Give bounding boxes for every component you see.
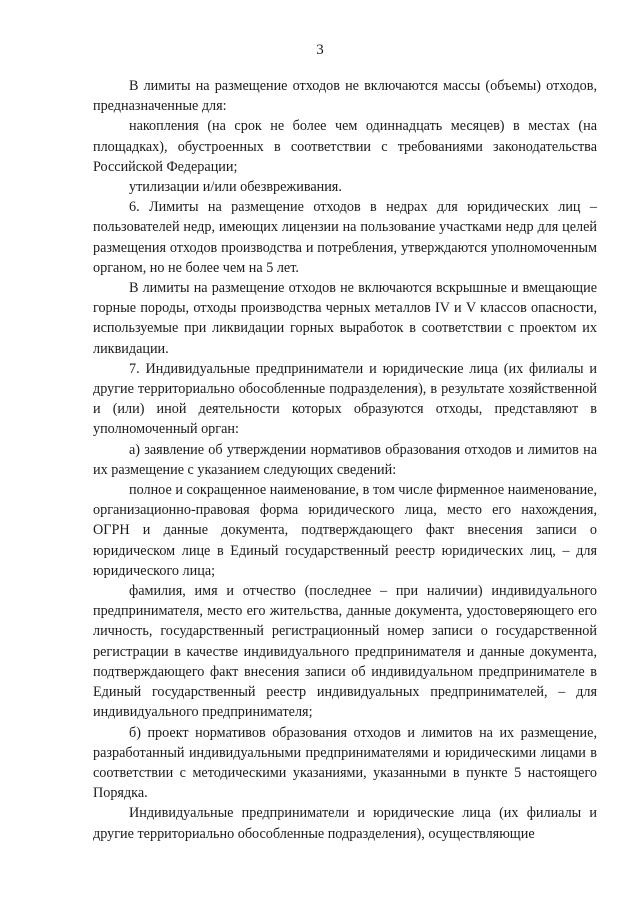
paragraph-legal-entity-details: полное и сокращенное наименование, в том числе фирменное наименование, организационно-правовая форма юридического лица, место его нахождения, ОГРН и данные документа, подтверждающего факт внесения записи о юридическом лице в Единый государственный реестр юридических лиц, – для юридического лица; — [93, 482, 597, 579]
paragraph-subitem-a: а) заявление об утверждении нормативов образования отходов и лимитов на их размещение с указанием следующих сведений: — [93, 441, 597, 478]
paragraph-entrepreneur-details: фамилия, имя и отчество (последнее – при наличии) индивидуального предпринимателя, место его жительства, данные документа, удостоверяющего его личность, государственный регистрационный номер записи о государственной регистрации в качестве индивидуального предпринимателя и данные документа, подтверждающего факт внесения записи об индивидуальном предпринимателе в Единый государственный реестр индивидуальных предпринимателей, – для индивидуального предпринимателя; — [93, 583, 597, 721]
document-body — [93, 76, 597, 844]
paragraph-continuation: Индивидуальные предприниматели и юридические лица (их филиалы и другие территориально обособленные подразделения), осуществляющие — [93, 805, 597, 842]
paragraph-item-7: 7. Индивидуальные предприниматели и юридические лица (их филиалы и другие территориально обособленные подразделения), в результате хозяйственной и (или) иной деятельности которых образуются отходы, представляют в уполномоченный орган: — [93, 360, 597, 438]
paragraph-utilization: утилизации и/или обезвреживания. — [129, 179, 342, 196]
paragraph-subitem-b: б) проект нормативов образования отходов и лимитов на их размещение, разработанный индивидуальными предпринимателями и юридическими лицами в соответствии с методическими указаниями, указанными в пункте 5 настоящего Порядка. — [93, 724, 597, 802]
paragraph-limits-exclusions-intro: В лимиты на размещение отходов не включаются массы (объемы) отходов, предназначенные для: — [93, 78, 597, 115]
paragraph-accumulation: накопления (на срок не более чем одиннадцать месяцев) в местах (на площадках), обустроенных в соответствии с требованиями законодательства Российской Федерации; — [93, 118, 597, 175]
page-number: 3 — [316, 42, 324, 58]
paragraph-overburden-exclusion: В лимиты на размещение отходов не включаются вскрышные и вмещающие горные породы, отходы производства черных металлов IV и V классов опасности, используемые при ликвидации горных выработок в соответствии с проектом их ликвидации. — [93, 280, 597, 357]
paragraph-item-6: 6. Лимиты на размещение отходов в недрах для юридических лиц – пользователей недр, имеющих лицензии на пользование участками недр для целей размещения отходов производства и потребления, утверждаются уполномоченным органом, но не более чем на 5 лет. — [93, 199, 597, 276]
